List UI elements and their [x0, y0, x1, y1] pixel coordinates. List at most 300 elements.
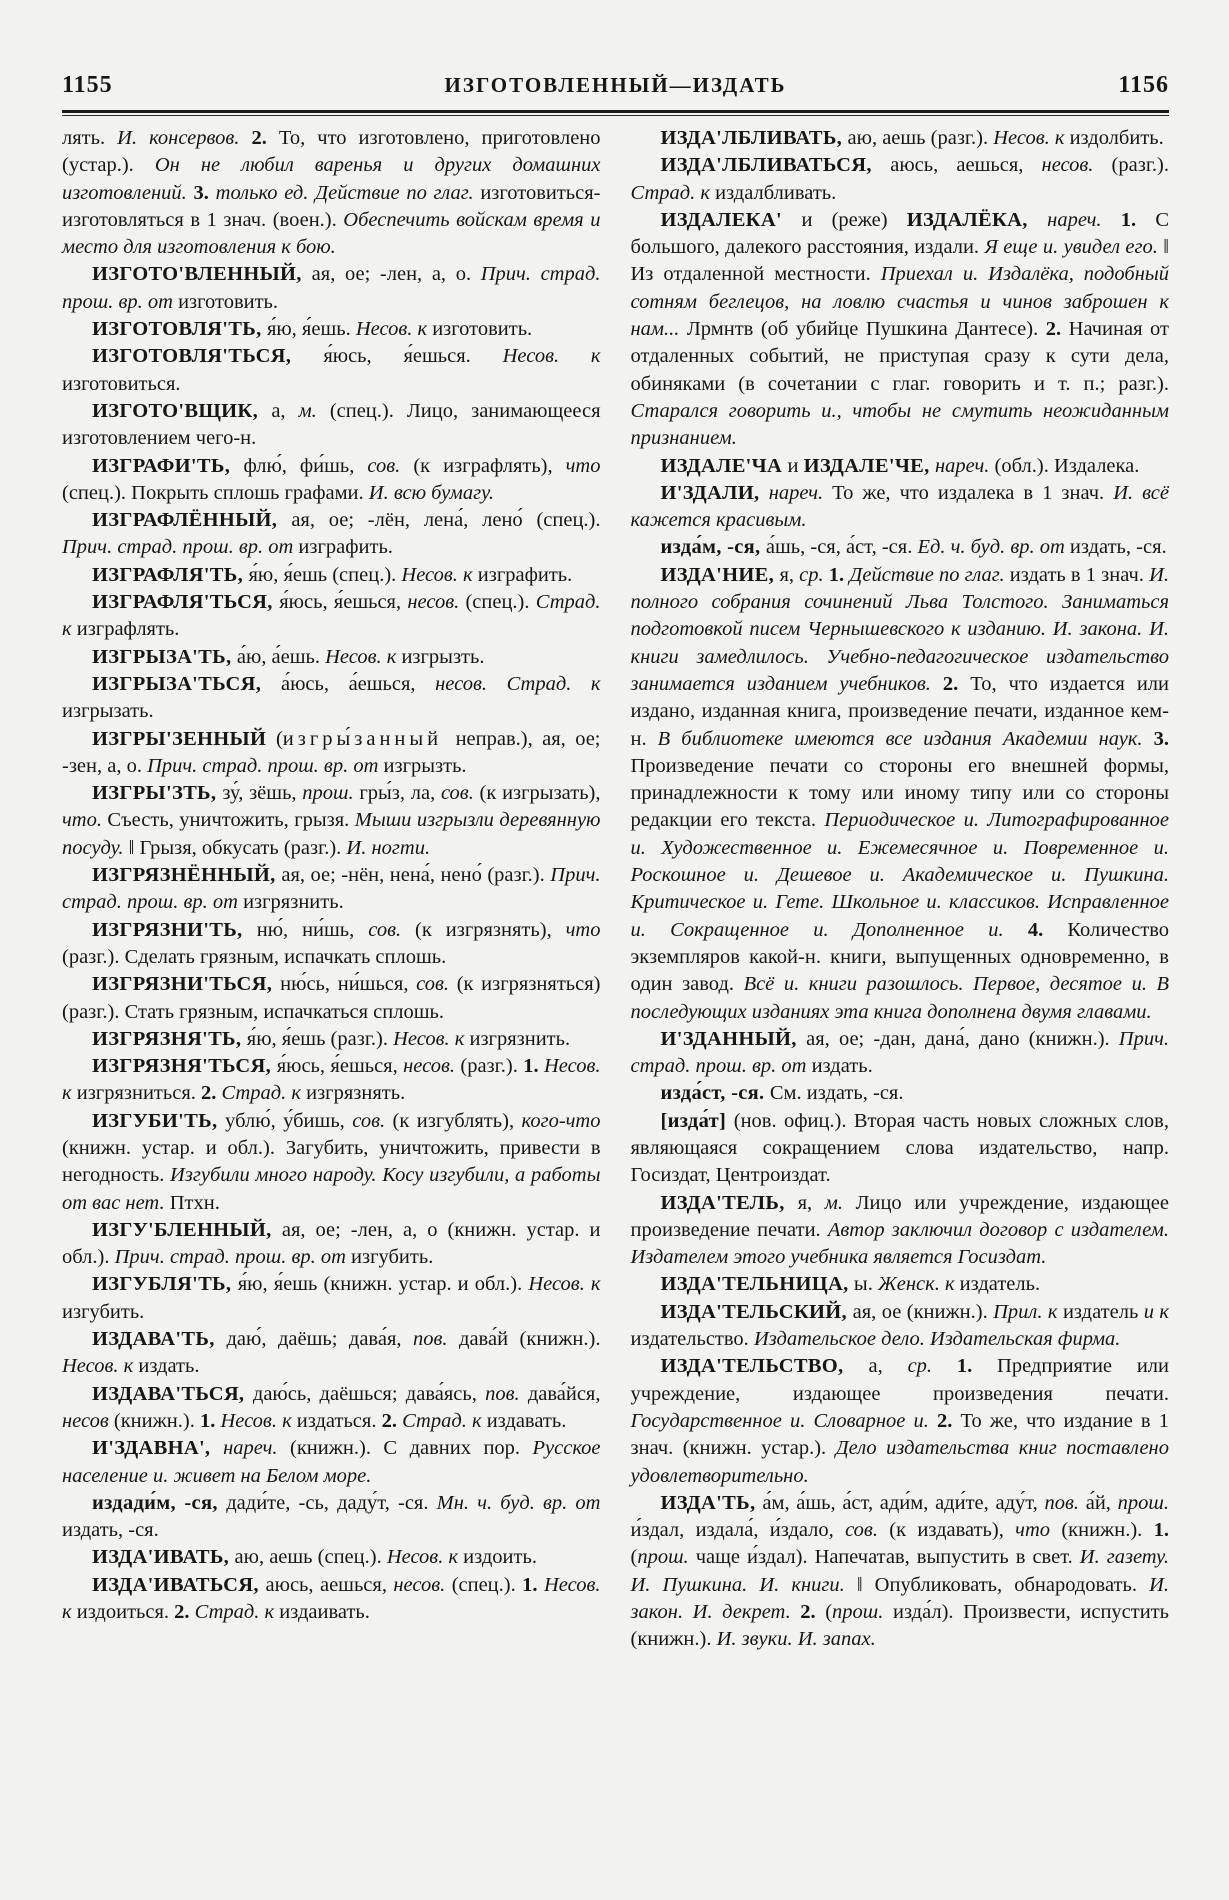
italic-text-run: нареч. [1047, 208, 1121, 231]
dictionary-entry [62, 862, 601, 917]
dictionary-entry [62, 1217, 601, 1272]
italic-text-run: Страд. к [630, 181, 716, 204]
headword: ИЗГОТОВЛЯ'ТЬСЯ, [92, 345, 324, 368]
header-rule-divider [62, 110, 1169, 116]
dictionary-entry [631, 152, 1170, 207]
dictionary-entry [62, 1490, 601, 1545]
text-run: а́шь, -ся, а́ст, -ся. [765, 536, 918, 559]
italic-text-run: нареч. [768, 481, 833, 504]
text-run: (книжн.). [113, 1409, 200, 1432]
text-run: (к изгрязнять), [415, 918, 566, 941]
text-run: (разг.). Сделать грязным, испачкать сплошь. [62, 945, 447, 968]
dictionary-entry [62, 644, 601, 671]
text-run: Лицо или учреждение, издающее произведение печати. [630, 1191, 1169, 1241]
text-run: я́ю, я́ешь (книжн. устар. и обл.). [237, 1273, 529, 1296]
dictionary-entry [62, 1053, 601, 1108]
dictionary-entry [631, 1080, 1170, 1107]
sense-number: 1. [828, 563, 850, 586]
text-run: (к изгублять), [392, 1109, 522, 1132]
text-run: (нов. офиц.). Вторая часть новых сложных слов, являющаяся сокращением слова издательство, напр. Госиздат, Центроиздат. [630, 1109, 1169, 1187]
italic-text-run: Прич. страд. прош. вр. от [62, 536, 299, 559]
text-run: Произведение печати со стороны его внешней формы, принадлежности к тому или иному типу или со стороны редакции его текста. [630, 754, 1169, 832]
italic-text-run: Прич. страд. прош. вр. от [62, 864, 601, 914]
italic-text-run: Прич. страд. прош. вр. от [62, 263, 601, 313]
headword: изда́м, -ся, [660, 536, 766, 559]
dictionary-entry [62, 1435, 601, 1490]
column-right [631, 125, 1170, 1654]
headword: ИЗГРЫ'ЗЕННЫЙ [92, 727, 276, 750]
italic-text-run: м. [298, 399, 330, 422]
page-header [62, 72, 1169, 99]
text-run: Лрмнтв (об убийце Пушкина Дантесе). [686, 318, 1046, 341]
headword: ИЗГУ'БЛЕННЫЙ, [92, 1218, 282, 1241]
italic-text-run: сов. [416, 973, 457, 996]
text-run: (к изгрызать), [479, 782, 601, 805]
headword: ИЗГОТО'ВЩИК, [92, 399, 272, 422]
italic-text-run: Автор заключил договор с издателем. Издателем этого учебника является Госиздат. [630, 1218, 1169, 1269]
italic-text-run: сов. [352, 1109, 393, 1132]
dictionary-entry [62, 1108, 601, 1217]
text-run: аю, аешь (спец.). [234, 1546, 387, 1569]
italic-text-run: Периодическое и. Литографированное и. Художественное и. Ежемесячное и. Повременное и. Роскошное и. Дешевое и. Академическое и. Пушкина. Критическое и. Гете. Школьное и. классиков. Исправленное и. Сокращенное и. Дополненное и. [630, 809, 1169, 941]
italic-text-run: что [1015, 1519, 1062, 1542]
headword: ИЗДА'НИЕ, [660, 563, 780, 586]
italic-text-run: Мыши изгрызли деревянную посуду. [62, 809, 601, 859]
italic-text-run: прош. [1117, 1491, 1169, 1514]
headword: ИЗДА'ЛБЛИВАТЬ, [660, 127, 848, 149]
italic-text-run: В библиотеке имеются все издания Академии наук. [657, 727, 1154, 750]
headword: ИЗДА'ЛБЛИВАТЬСЯ, [660, 154, 891, 177]
headword: ИЗГРАФЛЯ'ТЬ, [92, 563, 249, 586]
italic-text-run: что [565, 918, 601, 941]
text-run: Начиная от отдаленных событий, не приступая сразу к сути дела, обиняками (в сочетании с глаг. говорить и т. п.; разг.). [630, 318, 1169, 395]
headword: ИЗГРАФЛЁННЫЙ, [92, 509, 292, 532]
headword: ИЗДА'ИВАТЬСЯ, [92, 1573, 266, 1596]
text-columns [62, 125, 1169, 1654]
italic-text-run: И. закон. И. декрет. [630, 1573, 1169, 1624]
text-run: ‖ Из отдаленной местности. [630, 236, 1170, 286]
italic-text-run: несов. Страд. к [435, 672, 601, 695]
italic-text-run: нареч. [935, 454, 995, 477]
dictionary-entry [62, 1326, 601, 1381]
italic-text-run: сов. [845, 1519, 890, 1542]
text-run: ая, ое (книжн.). [852, 1300, 994, 1323]
dictionary-entry [62, 780, 601, 862]
italic-text-run: прош. [302, 782, 360, 805]
text-run: издалбливать. [715, 181, 837, 204]
dictionary-entry [631, 453, 1170, 480]
sense-number: 3. [1153, 727, 1169, 750]
headword: ИЗДАВА'ТЬ, [92, 1328, 227, 1351]
right-column-number: 1156 [1118, 72, 1169, 98]
text-run: и́здал, издала́, и́здало, [630, 1519, 846, 1542]
italic-text-run: И. звуки. И. запах. [716, 1628, 876, 1651]
italic-text-run: пов. [485, 1382, 528, 1405]
dictionary-entry [62, 917, 601, 972]
italic-text-run: ср. [907, 1355, 957, 1378]
text-run: То, что издается или издано, изданная книга, произведение печати, изданное кем-н. [630, 672, 1170, 750]
headword: ИЗДАВА'ТЬСЯ, [92, 1382, 253, 1405]
headword: ИЗГРЫЗА'ТЬСЯ, [92, 672, 282, 695]
text-run: С большого, далекого расстояния, издали. [630, 208, 1170, 259]
headword: ИЗДА'ТЬ, [660, 1491, 763, 1514]
dictionary-entry [631, 1271, 1170, 1298]
dictionary-entry [631, 1299, 1170, 1354]
italic-text-run: несов. [393, 1573, 452, 1596]
text-run: а́м, а́шь, а́ст, ади́м, ади́те, аду́т, [762, 1491, 1045, 1514]
sense-number: 1. [1120, 208, 1156, 231]
italic-text-run: м. [824, 1191, 856, 1214]
sense-number: 2. [942, 672, 971, 695]
headword: ИЗГУБЛЯ'ТЬ, [92, 1273, 238, 1296]
headword: ИЗГОТОВЛЯ'ТЬ, [92, 318, 267, 341]
column-left [62, 125, 601, 1654]
italic-text-run: Приехал и. Издалёка, подобный сотням беглецов, на ловлю счастья и чинов заброшен к нам... [630, 263, 1169, 341]
text-run: чаще и́здал). Напечатав, выпустить в свет. [695, 1546, 1080, 1569]
italic-text-run: И. всё кажется красивым. [630, 481, 1169, 532]
headword: ИЗДА'ТЕЛЬСТВО, [660, 1355, 869, 1378]
text-run: изграфить. [477, 563, 573, 586]
italic-text-run: прош. [637, 1546, 696, 1569]
dictionary-entry [631, 1190, 1170, 1272]
text-run: даю́, даёшь; дава́я, [226, 1328, 413, 1351]
headword: ИЗДАЛЕКА' [660, 208, 802, 231]
italic-text-run: несов. [407, 591, 466, 614]
text-run: То же, что издание в 1 знач. (книжн. устар.). [630, 1409, 1169, 1460]
text-run: а́й, [1085, 1491, 1118, 1514]
italic-text-run: Я еще и. увидел его. [984, 236, 1164, 259]
spaced-text-run: изгры́занный [282, 727, 456, 750]
headword: ИЗГРЯЗНЯ'ТЬ, [92, 1027, 247, 1050]
text-run: изгрызть. [401, 645, 485, 668]
dictionary-entry [631, 1026, 1170, 1081]
dictionary-entry [62, 398, 601, 453]
dictionary-entry [62, 1026, 601, 1053]
left-column-number: 1155 [62, 72, 113, 98]
italic-text-run: И. консервов. [117, 127, 252, 149]
italic-text-run: и к [1143, 1300, 1169, 1323]
italic-text-run: прош. [832, 1601, 893, 1624]
italic-text-run: Несов. к [62, 1573, 601, 1624]
text-run: а, [271, 399, 299, 422]
text-run: я́юсь, я́ешься, [279, 591, 408, 614]
text-run: изгрязнить. [469, 1027, 571, 1050]
text-run: флю́, фи́шь, [243, 454, 368, 477]
text-run: изграфлять. [76, 618, 180, 641]
text-run: зу́, зёшь, [222, 782, 303, 805]
sense-number: 1. [522, 1573, 544, 1596]
headword: ИЗГРЯЗНЁННЫЙ, [92, 864, 282, 887]
dictionary-entry [62, 507, 601, 562]
italic-text-run: Старался говорить и., чтобы не смутить неожиданным признанием. [630, 399, 1169, 450]
italic-text-run: несов. [403, 1055, 461, 1078]
sense-number: 1. [523, 1055, 544, 1078]
text-run: (спец.). Покрыть сплошь графами. [62, 481, 369, 504]
headword: ИЗГУБИ'ТЬ, [92, 1109, 226, 1132]
text-run: (разг.). [460, 1055, 524, 1078]
text-run: и (реже) [801, 208, 907, 231]
text-run: ( [630, 1546, 638, 1569]
italic-text-run: Несов. к [502, 345, 601, 368]
headword: ИЗГРЫ'ЗТЬ, [92, 782, 223, 805]
italic-text-run: Страд. к [402, 1409, 487, 1432]
italic-text-run: Несов. к [401, 563, 478, 586]
headword: ИЗДАЛЕ'ЧА [660, 454, 788, 477]
dictionary-entry [62, 971, 601, 1026]
text-run: Птхн. [169, 1191, 220, 1214]
text-run: я́ю, я́ешь (разг.). [246, 1027, 394, 1050]
text-run: издолбить. [1069, 127, 1164, 149]
headword: И'ЗДАЛИ, [660, 481, 769, 504]
text-run: Предприятие или учреждение, издающее произведения печати. [630, 1355, 1169, 1405]
sense-number: 1. [199, 1409, 221, 1432]
dictionary-entry [62, 125, 601, 261]
text-run: дава́й (книжн.). [459, 1328, 601, 1351]
text-run: аю, аешь (разг.). [847, 127, 994, 149]
italic-text-run: нареч. [223, 1437, 291, 1460]
text-run: издавать. [486, 1409, 567, 1432]
dictionary-entry [631, 1490, 1170, 1654]
text-run: изготовиться. [62, 372, 181, 395]
text-run: ая, ое; -лен, а, о (книжн. устар. и обл.). [62, 1218, 601, 1269]
italic-text-run: Государственное и. Словарное и. [630, 1409, 937, 1432]
headword: ИЗДАЛЁКА, [906, 208, 1048, 231]
italic-text-run: пов. [413, 1328, 460, 1351]
sense-number: 2. [174, 1601, 195, 1624]
text-run: издать, -ся. [62, 1519, 159, 1542]
italic-text-run: Страд. к [221, 1082, 307, 1105]
italic-text-run: Действие по глаг. [849, 563, 1010, 586]
text-run: издаться. [296, 1409, 382, 1432]
italic-text-run: пов. [1044, 1491, 1086, 1514]
text-run: ублю́, у́бишь, [225, 1109, 353, 1132]
text-run: изготовить. [432, 318, 533, 341]
headword: ИЗДА'ТЕЛЬСКИЙ, [660, 1300, 853, 1323]
dictionary-entry [631, 1353, 1170, 1489]
text-run: я́ю, я́ешь. [266, 318, 356, 341]
text-run: То, что изготовлено, приготовлено (устар.). [62, 127, 601, 177]
text-run: (книжн. устар. и обл.). Загубить, уничтожить, привести в негодность. [62, 1136, 601, 1187]
headword: ИЗГРАФИ'ТЬ, [92, 454, 244, 477]
sense-number: 3. [193, 181, 216, 204]
italic-text-run: Страд. к [62, 591, 601, 641]
dictionary-entry [631, 125, 1170, 152]
text-run: а́юсь, а́ешься, [281, 672, 436, 695]
dictionary-entry [631, 480, 1170, 535]
text-run: аюсь, аешься, [890, 154, 1042, 177]
text-run: гры́з, ла, [359, 782, 441, 805]
dictionary-entry [631, 1108, 1170, 1190]
text-run: изгрызть. [383, 754, 467, 777]
text-run: ы. [853, 1273, 878, 1296]
text-run: (книжн.). С давних пор. [290, 1437, 533, 1460]
text-run: изда́л). Произвести, испустить (книжн.). [630, 1601, 1169, 1651]
italic-text-run: И. всю бумагу. [368, 481, 495, 504]
text-run: изготовиться-изготовляться в 1 знач. (воен.). [62, 181, 601, 231]
text-run: дава́йся, [527, 1382, 601, 1405]
italic-text-run: Несов. к [993, 127, 1070, 149]
dictionary-entry [631, 534, 1170, 561]
dictionary-entry [62, 562, 601, 589]
italic-text-run: только ед. Действие по глаг. [215, 181, 481, 204]
text-run: я, [797, 1191, 825, 1214]
italic-text-run: несов. [1041, 154, 1112, 177]
text-run: аюсь, аешься, [265, 1573, 394, 1596]
text-run: изгрязнять. [306, 1082, 406, 1105]
italic-text-run: Прил. к [993, 1300, 1063, 1323]
text-run: изгрызать. [62, 700, 154, 723]
text-run: а́ю, а́ешь. [236, 645, 326, 668]
italic-text-run: Женск. к [877, 1273, 960, 1296]
italic-text-run: Всё и. книги разошлось. Первое, десятое и. В последующих изданиях эта книга дополнена двумя главами. [630, 973, 1169, 1023]
headword: изда́ст, -ся. [660, 1082, 770, 1105]
text-run: изгубить. [62, 1300, 145, 1323]
text-run: ая, ое; -дан, дана́, дано (книжн.). [806, 1027, 1119, 1050]
text-run: ая, ое; -лен, а, о. [311, 263, 481, 286]
text-run: даю́сь, даёшься; дава́ясь, [252, 1382, 486, 1405]
italic-text-run: Несов. к [355, 318, 433, 341]
headword: И'ЗДАННЫЙ, [660, 1027, 807, 1050]
headword: ИЗГОТО'ВЛЕННЫЙ, [92, 263, 312, 286]
dictionary-entry [62, 1572, 601, 1627]
italic-text-run: сов. [368, 918, 416, 941]
text-run: ‖ Опубликовать, обнародовать. [856, 1573, 1150, 1596]
text-run: издать в 1 знач. [1009, 563, 1150, 586]
italic-text-run: Несов. к [62, 1355, 139, 1378]
italic-text-run: кого-что [521, 1109, 601, 1132]
italic-text-run: Мн. ч. буд. вр. от [436, 1491, 601, 1514]
italic-text-run: несов [62, 1409, 114, 1432]
text-run: (спец.). [451, 1573, 523, 1596]
text-run: я́ю, я́ешь (спец.). [248, 563, 402, 586]
text-run: неправ.), ая, ое; -зен, а, о. [62, 727, 601, 777]
dictionary-entry [62, 671, 601, 726]
italic-text-run: Несов. к [528, 1273, 601, 1296]
sense-number: 4. [1027, 918, 1068, 941]
text-run: Количество экземпляров какой-н. книги, выпущенных одновременно, в один завод. [630, 918, 1170, 996]
text-run: (к изгрязняться) (разг.). Стать грязным, испачкаться сплошь. [62, 973, 601, 1023]
sense-number: 2. [201, 1082, 222, 1105]
text-run: дади́те, -сь, даду́т, -ся. [226, 1491, 437, 1514]
text-run: издатель. [959, 1273, 1041, 1296]
italic-text-run: Дело издательства книг поставлено удовлетворительно. [630, 1437, 1169, 1487]
text-run: издоить. [463, 1546, 537, 1569]
italic-text-run: И. ногти. [346, 836, 431, 859]
italic-text-run: Страд. к [194, 1601, 280, 1624]
text-run: ая, ое; -нён, нена́, нено́ (разг.). [281, 864, 551, 887]
text-run: ( [275, 727, 283, 750]
dictionary-entry [62, 316, 601, 343]
text-run: изгубить. [351, 1246, 434, 1269]
text-run: изгрязниться. [76, 1082, 201, 1105]
text-run: ая, ое; -лён, лена́, лено́ (спец.). [291, 509, 601, 532]
text-run: См. издать, -ся. [769, 1082, 904, 1105]
text-run: издатель [1062, 1300, 1144, 1323]
dictionary-entry [62, 1271, 601, 1326]
italic-text-run: ср. [799, 563, 829, 586]
italic-text-run: Прич. страд. прош. вр. от [630, 1027, 1170, 1078]
sense-number: 2. [381, 1409, 403, 1432]
italic-text-run: И. газету. И. Пушкина. И. книги. [630, 1546, 1169, 1596]
text-run: изгрязнить. [243, 891, 344, 914]
headword: ИЗГРЯЗНЯ'ТЬСЯ, [92, 1055, 277, 1078]
text-run: издаивать. [279, 1601, 370, 1624]
dictionary-entry [62, 1381, 601, 1436]
text-run: а, [868, 1355, 908, 1378]
dictionary-entry [62, 1544, 601, 1571]
italic-text-run: Несов. к [62, 1055, 601, 1105]
sense-number: 2. [251, 127, 279, 149]
headword: ИЗДА'ИВАТЬ, [92, 1546, 235, 1569]
dictionary-entry [62, 261, 601, 316]
italic-text-run: Несов. к [220, 1409, 297, 1432]
text-run: изграфить. [298, 536, 393, 559]
text-run: (книжн.). [1061, 1519, 1154, 1542]
text-run: (к изграфлять), [413, 454, 566, 477]
headword: издади́м, -ся, [92, 1491, 227, 1514]
text-run: (разг.). [1111, 154, 1169, 177]
text-run: издоиться. [76, 1601, 175, 1624]
dictionary-entry [62, 726, 601, 781]
text-run: (спец.). Лицо, занимающееся изготовлением чего-н. [62, 399, 601, 450]
text-run: Съесть, уничтожить, грызя. [107, 809, 355, 832]
italic-text-run: Прич. страд. прош. вр. от [147, 754, 384, 777]
text-run: изготовить. [178, 290, 279, 313]
italic-text-run: что [565, 454, 601, 477]
text-run: и [787, 454, 804, 477]
italic-text-run: Он не любил варенья и других домашних изготовлений. [62, 154, 601, 204]
text-run: ‖ Грызя, обкусать (разг.). [128, 836, 347, 859]
text-run: (спец.). [465, 591, 536, 614]
dictionary-entry [62, 343, 601, 398]
text-run: ню́сь, ни́шься, [280, 973, 417, 996]
sense-number: 2. [800, 1601, 826, 1624]
italic-text-run: сов. [440, 782, 480, 805]
italic-text-run: что. [62, 809, 108, 832]
sense-number: 1. [1153, 1519, 1169, 1542]
headword: И'ЗДАВНА', [92, 1437, 224, 1460]
text-run: То же, что издалека в 1 знач. [832, 481, 1114, 504]
sense-number: 2. [1045, 318, 1069, 341]
sense-number: 1. [956, 1355, 998, 1378]
italic-text-run: Обеспечить войскам время и место для изготовления к бою. [62, 208, 601, 259]
text-run: издательство. [630, 1328, 754, 1351]
italic-text-run: Изгубили много народу. Косу изгубили, а работы от вас нет. [62, 1164, 601, 1214]
italic-text-run: Несов. к [393, 1027, 470, 1050]
text-run: я, [779, 563, 800, 586]
dictionary-entry [631, 562, 1170, 1026]
text-run: (к издавать), [889, 1519, 1016, 1542]
headword: ИЗГРЯЗНИ'ТЬСЯ, [92, 973, 281, 996]
text-run: издать. [138, 1355, 200, 1378]
running-head: ИЗГОТОВЛЕННЫЙ—ИЗДАТЬ [444, 73, 787, 97]
headword: ИЗДА'ТЕЛЬНИЦА, [660, 1273, 854, 1296]
italic-text-run: Несов. к [325, 645, 402, 668]
text-run: издать. [811, 1055, 873, 1078]
italic-text-run: Прич. страд. прош. вр. от [114, 1246, 352, 1269]
text-run: я́юсь, я́ешься. [323, 345, 503, 368]
headword: ИЗДА'ТЕЛЬ, [660, 1191, 798, 1214]
headword: ИЗГРАФЛЯ'ТЬСЯ, [92, 591, 280, 614]
sense-number: 2. [937, 1409, 961, 1432]
dictionary-entry [62, 453, 601, 508]
italic-text-run: Издательское дело. Издательская фирма. [753, 1328, 1121, 1351]
text-run: я́юсь, я́ешься, [276, 1055, 404, 1078]
italic-text-run: Русское население и. живет на Белом море. [62, 1437, 601, 1487]
dictionary-entry [631, 207, 1170, 453]
italic-text-run: И. полного собрания сочинений Льва Толстого. Заниматься подготовкой писем Чернышевского к изданию. И. закона. И. книги замедлилось. Учебно-педагогическое издательство занимается изданием учебников. [630, 563, 1169, 695]
italic-text-run: Ед. ч. буд. вр. от [917, 536, 1070, 559]
